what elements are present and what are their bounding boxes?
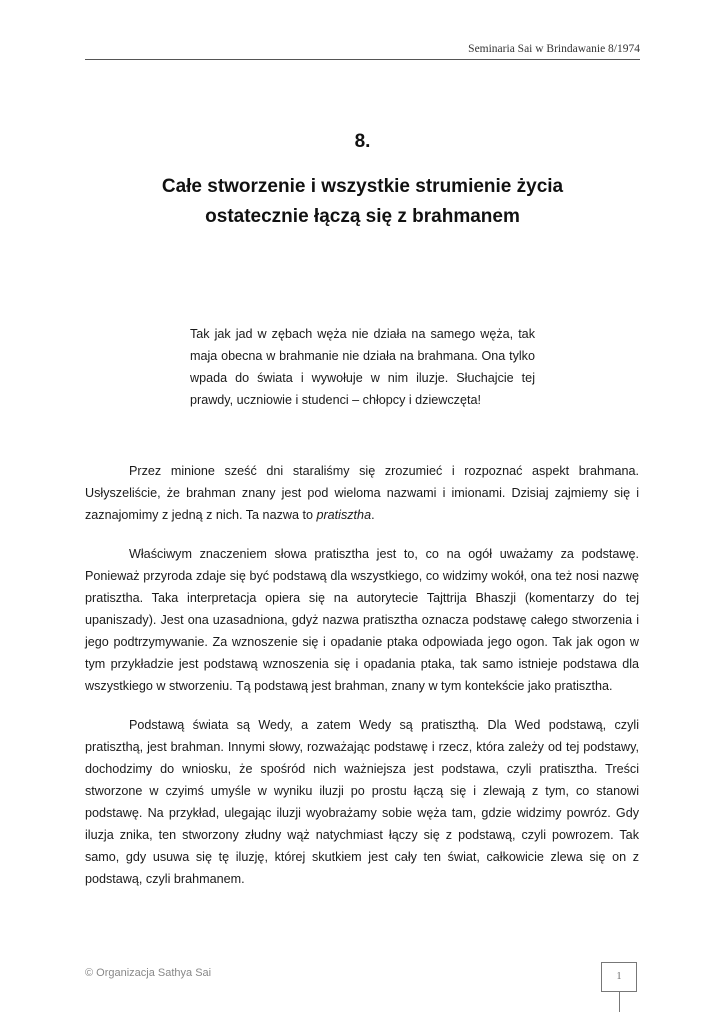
paragraph-3: Podstawą świata są Wedy, a zatem Wedy są pratiszthą. Dla Wed podstawą, czyli pratiszthą, jest brahman. Innymi słowy, rozważając podstawę i rzecz, która zależy od tej podstawy, dochodzimy do wniosku, że spośród nich ważniejsza jest podstawa, czyli pratisztha. Treści stworzone w czyimś umyśle w wyniku iluzji po prostu łączą się i zlewają z tym, co stanowi podstawę. Na przykład, ulegając iluzji wyobrażamy sobie węża tam, gdzie widzimy powróz. Gdy iluzja znika, ten stworzony złudny wąż natychmiast łączy się z podstawą, czyli powrozem. Tak samo, gdy usuwa się tę iluzję, której skutkiem jest cały ten świat, całkowicie zlewa się on z podstawą, czyli brahmanem. (85, 718, 639, 886)
chapter-title-line-1: Całe stworzenie i wszystkie strumienie życia (161, 176, 564, 197)
body-text (85, 460, 639, 907)
paragraph-2: Właściwym znaczeniem słowa pratisztha jest to, co na ogół uważamy za podstawę. Ponieważ przyroda zdaje się być podstawą dla wszystkiego, co widzimy wokół, ona też nosi nazwę pratisztha. Taka interpretacja opiera się na autorytecie Tajttrija Bhaszji (komentarzy do tej upaniszady). Jest ona uzasadniona, gdyż nazwa pratisztha oznacza podstawę całego stworzenia i jego podtrzymywanie. Za wznoszenie się i opadanie ptaka odpowiada jego ogon. Tak jak ogon w tym przykładzie jest podstawą wznoszenia się i opadania ptaka, tak samo istnieje podstawa dla wszystkiego w stworzeniu. Tą podstawą jest brahman, znany w tym kontekście jako pratisztha. (85, 547, 639, 693)
page-number-connector (619, 992, 620, 1012)
header-title: Seminaria Sai w Brindawanie 8/1974 (468, 43, 640, 55)
footer-copyright: © Organizacja Sathya Sai (85, 967, 212, 979)
paragraph-1 (85, 460, 639, 526)
chapter-title (85, 172, 640, 232)
paragraph-1-text: Przez minione sześć dni staraliśmy się zrozumieć i rozpoznać aspekt brahmana. Usłyszeliście, że brahman znany jest pod wieloma nazwami i imionami. Dzisiaj zajmiemy się i zaznajomimy z jedną z nich. Ta nazwa to (85, 464, 639, 522)
chapter-number: 8. (354, 131, 371, 152)
chapter-title-line-2: ostatecznie łączą się z brahmanem (205, 206, 520, 227)
epigraph: Tak jak jad w zębach węża nie działa na samego węża, tak maja obecna w brahmanie nie działa na brahmana. Ona tylko wpada do świata i wywołuje w nim iluzje. Słuchajcie tej prawdy, uczniowie i studenci – chłopcy i dziewczęta! (190, 327, 535, 407)
paragraph-1-end: . (371, 508, 375, 522)
paragraph-1-italic-term: pratisztha (316, 508, 372, 522)
header-divider (85, 59, 640, 60)
page-number: 1 (601, 962, 637, 992)
